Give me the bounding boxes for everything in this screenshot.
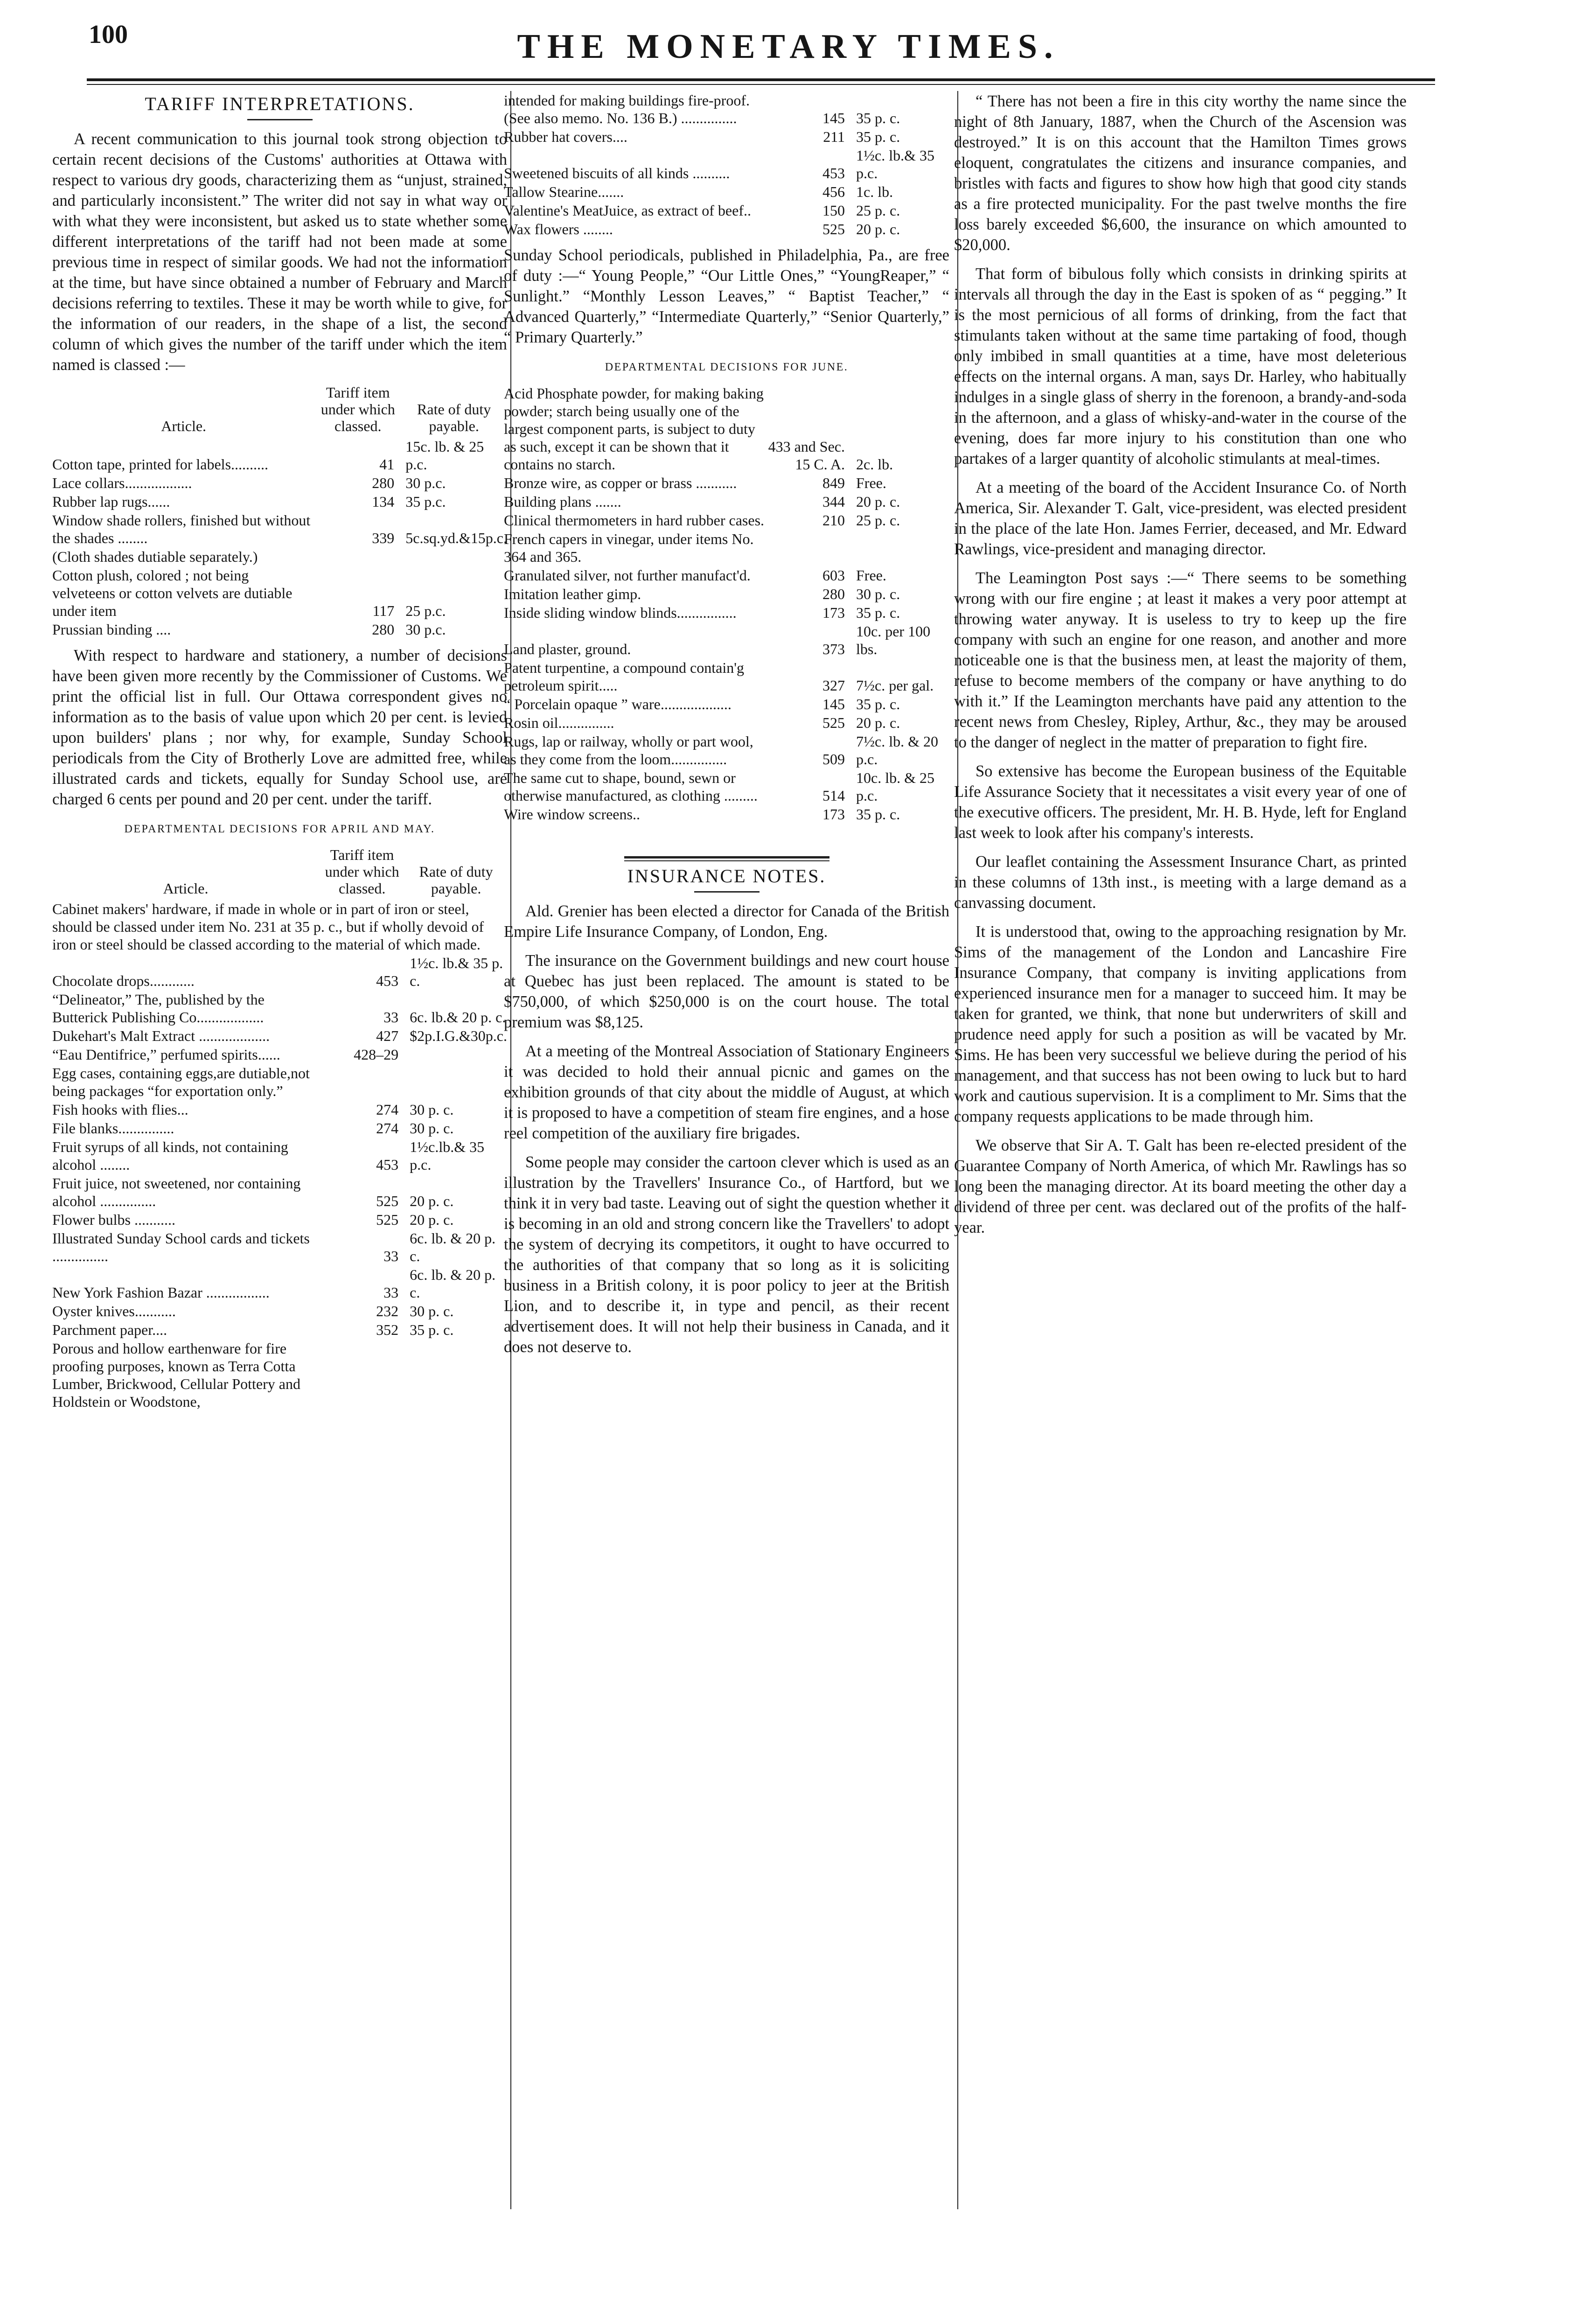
table-header-row [52,846,507,900]
item-cell: 327 [822,677,845,694]
table-row [504,146,949,182]
item-cell: 280 [372,475,395,491]
rate-cell: 20 p. c. [410,1211,454,1228]
item-cell: 525 [822,221,845,237]
item-cell: 280 [822,586,845,602]
table-row [504,182,949,201]
item-cell [766,530,851,566]
rate-cell: Free. [856,567,886,584]
rate-cell: 25 p. c. [856,512,900,529]
article-cell: Porous and hollow earthenware for fire proofing purposes, known as Terra Cotta Lumber, Brickwood, Cellular Pottery and Holdstein or Woodstone, [52,1340,300,1410]
rate-cell: 35 p.c. [405,493,446,510]
title-rule [247,119,313,120]
table-row [504,622,949,658]
rate-cell: $2p.I.G.&30p.c. [410,1027,507,1044]
item-cell: 339 [372,530,395,546]
table-row [504,713,949,732]
table-header-row [52,384,507,437]
article-cell: Lace collars.................. [52,475,192,491]
article-paragraph: “ There has not been a fire in this city worthy the name since the night of 8th January, 1887, when the Church of the Ascension was destroyed.” It is on this account that the Hamilton Times grows eloquent, congratulates the citizens and insurance companies, and bristles with facts and figures to show how high that good city stands as a fire protected municipality. For the past twelve months the fire loss barely exceeded $6,600, the insurance on which amounted to $20,000. [954,92,1407,254]
rate-cell: 35 p. c. [410,1321,454,1338]
table-row [52,566,507,620]
col3-articles [954,91,1407,1238]
april-may-table [52,846,507,1411]
item-cell: 453 [376,972,399,989]
rate-cell: 1½c. lb.& 35 p. c. [410,955,503,989]
item-cell: 603 [822,567,845,584]
item-cell: 373 [822,641,845,657]
textile-decisions-table [52,384,507,639]
rate-cell [405,1064,507,1100]
article-cell: intended for making buildings fire-proof. (See also memo. No. 136 B.) ............... [504,92,750,126]
rate-cell: 30 p. c. [410,1303,454,1319]
article-cell: Sweetened biscuits of all kinds .......... [504,165,730,181]
table-row [52,1064,507,1100]
article-paragraph: Ald. Grenier has been elected a director for Canada of the British Empire Life Insurance Company, of London, Eng. [504,902,949,941]
header-rule [87,78,1435,81]
col-header-rate: Rate of duty payable. [417,401,491,434]
rate-cell: 35 p. c. [856,696,900,712]
item-cell: 433 and Sec. 15 C. A. [768,438,845,473]
rate-cell: 35 p. c. [856,806,900,823]
article-paragraph: The Leamington Post says :—“ There seems to be something wrong with our fire engine ; at least it makes a very poor attempt at throwing water anyway. It is useless to try to keep up the fire company with such an engine for one reason, and another and more noticeable one is that the business men, at least the majority of them, refuse to become members of the company or have anything to do with it.” If the Leamington merchants have paid any attention to the recent news from Chesley, Ripley, Arthur, &c., they may be aroused to the danger of neglect in the matter of preparation to fight fire. [954,569,1407,751]
col-header-item: Tariff item under which classed. [321,384,395,434]
rate-cell: 20 p. c. [410,1193,454,1209]
article-cell: Dukehart's Malt Extract ................... [52,1027,270,1044]
article-paragraph: Some people may consider the cartoon clever which is used as an illustration by the Travellers' Insurance Co., of Hartford, but we think it in very bad taste. Leaving out of sight the question whether it is becoming in an old and strong concern like the Travellers' to adopt the system of decrying its competitors, it ought to have occurred to the authorities of that company that so long as it is soliciting business in a British colony, it is poor policy to jeer at the British Lion, and to describe it, in type and pencil, as their recent advertisement does. It will not help their business in Canada, and it does not deserve to. [504,1153,949,1356]
table-row [52,1045,507,1064]
item-cell: 117 [372,602,395,619]
rate-cell: 2c. lb. [856,456,893,473]
table-row [504,220,949,238]
item-cell: 352 [376,1321,399,1338]
item-cell: 453 [822,165,845,181]
article-cell: Land plaster, ground. [504,641,631,657]
table-row [504,695,949,713]
article-cell: The same cut to shape, bound, sewn or otherwise manufactured, as clothing ......... [504,769,758,804]
table-row [504,384,949,474]
table-row [504,566,949,585]
rate-cell: 1½c. lb.& 35 p.c. [856,147,934,181]
rate-cell: 30 p.c. [405,475,446,491]
col-header-article: Article. [161,418,207,434]
item-cell: 33 [383,1284,399,1301]
article-cell: Tallow Stearine....... [504,183,624,200]
table-row [52,1210,507,1229]
article-cell: Rugs, lap or railway, wholly or part wool, as they come from the loom............... [504,733,753,768]
table-row [52,511,507,547]
rate-cell: 10c. per 100 lbs. [856,623,931,657]
item-cell: 210 [822,512,845,529]
table-row [52,900,507,954]
masthead-title: THE MONETARY TIMES. [517,28,1060,66]
table-row [504,732,949,768]
article-paragraph: Our leaflet containing the Assessment Insurance Chart, as printed in these columns of 13th inst., is meeting with a large demand as a canvassing document. [954,853,1407,912]
april-may-title: DEPARTMENTAL DECISIONS FOR APRIL AND MAY. [124,823,435,835]
article-paragraph: At a meeting of the board of the Accident Insurance Co. of North America, Sir. Alexander T. Galt, vice-president, was elected president in the place of the late Hon. James Ferrier, deceased, and Mr. Edward Rawlings, vice-president and managing director. [954,479,1407,558]
rate-cell: 6c. lb. & 20 p. c. [410,1266,496,1301]
table-row [52,474,507,492]
june-decisions-table [504,384,949,824]
article-cell: Inside sliding window blinds................ [504,604,737,621]
item-cell [315,547,401,566]
table-row [52,1302,507,1320]
rate-cell: 30 p. c. [410,1120,454,1137]
column-3 [954,91,1407,2284]
table-row [52,492,507,511]
item-cell: 145 [822,696,845,712]
table-row [52,1138,507,1174]
hardware-paragraph: With respect to hardware and stationery, a number of decisions have been given more recently by the Commissioner of Customs. We print the official list in full. Our Ottawa correspondent gives no information as to the basis of value upon which 20 per cent. is levied upon builders' plans ; nor why, for example, Sunday School periodicals from the City of Brotherly Love are admitted free, while illustrated cards and tickets, equally for Sunday School use, are charged 6 cents per pound and 20 per cent. under the tariff. [52,647,507,808]
article-cell: “ Porcelain opaque ” ware................... [504,696,732,712]
rate-cell: 30 p. c. [410,1101,454,1118]
section-title-tariff: TARIFF INTERPRETATIONS. [145,93,415,114]
table-row [52,620,507,639]
table-row [504,530,949,566]
article-cell: Bronze wire, as copper or brass ........... [504,475,737,491]
column-1 [52,91,507,2284]
col-header-rate: Rate of duty payable. [419,863,493,897]
article-paragraph: It is understood that, owing to the approaching resignation by Mr. Sims of the management of the London and Lancashire Fire Insurance Company, that company is inviting applications from experienced insurance men for a manager to succeed him. It may be taken for granted, we think, that none but underwriters of skill and prudence need apply for such a position as will be vacated by Mr. Sims. He has been very successful we believe during the period of his management, and that success has not been owing to luck but to hard work and cautious supervision. It is a compliment to Mr. Sims that the company requests applications to be made through him. [954,923,1407,1125]
table-row [504,127,949,146]
article-cell: Acid Phosphate powder, for making baking powder; starch being usually one of the largest component parts, is subject to duty as such, except it can be shown that it contains no starch. [504,385,764,473]
article-cell: “Eau Dentifrice,” perfumed spirits...... [52,1046,280,1063]
table-row [52,1119,507,1138]
item-cell: 509 [822,751,845,768]
table-row [504,492,949,511]
table-row [52,1229,507,1265]
table-row [504,585,949,603]
page-number: 100 [89,20,128,49]
article-cell: Rubber lap rugs...... [52,493,170,510]
rate-cell: 7½c. lb. & 20 p.c. [856,733,938,768]
article-cell: Prussian binding .... [52,621,171,638]
rate-cell: 30 p.c. [405,621,446,638]
article-paragraph: The insurance on the Government buildings and new court house at Quebec has just been replaced. The amount is stated to be $750,000, of which $250,000 is on the court house. The total premium was $8,125. [504,952,949,1031]
rate-cell: 1c. lb. [856,183,893,200]
article-cell: Building plans ....... [504,493,621,510]
rate-cell: 20 p. c. [856,714,900,731]
item-cell: 274 [376,1101,399,1118]
article-cell: Oyster knives........... [52,1303,176,1319]
item-cell: 428–29 [354,1046,399,1063]
section-title-insurance: INSURANCE NOTES. [627,865,826,886]
article-cell: File blanks............... [52,1120,174,1137]
rate-cell: 6c. lb. & 20 p. c. [410,1230,496,1264]
table-row [504,805,949,824]
article-cell: New York Fashion Bazar ................. [52,1284,270,1301]
article-cell: Rubber hat covers.... [504,128,627,145]
article-cell: Patent turpentine, a compound contain'g petroleum spirit..... [504,659,744,694]
item-cell: 280 [372,621,395,638]
article-cell: Cotton plush, colored ; not being velveteens or cotton velvets are dutiable under item [52,567,293,619]
rate-cell: 35 p. c. [856,128,900,145]
rate-cell: 10c. lb. & 25 p.c. [856,769,934,804]
article-cell: Rosin oil............... [504,714,614,731]
article-cell: Granulated silver, not further manufact'd. [504,567,751,584]
item-cell: 145 [822,110,845,126]
article-cell: Illustrated Sunday School cards and tickets ............... [52,1230,310,1264]
table-row [504,768,949,805]
rate-cell: 7½c. per gal. [856,677,934,694]
article-cell: Wire window screens.. [504,806,640,823]
article-cell: Clinical thermometers in hard rubber cases. [504,512,765,529]
article-cell: Fruit syrups of all kinds, not containing alcohol ........ [52,1138,288,1173]
section-divider [624,856,829,861]
april-may-continued-table [504,91,949,238]
item-cell: 41 [379,456,395,473]
rate-cell: 25 p.c. [405,602,446,619]
item-cell: 525 [376,1193,399,1209]
article-cell: French capers in vinegar, under items No. 364 and 365. [504,530,754,565]
article-cell: Imitation leather gimp. [504,586,641,602]
item-cell: 525 [822,714,845,731]
item-cell: 456 [822,183,845,200]
col-header-article: Article. [163,880,209,897]
table-row [504,201,949,220]
table-row [504,474,949,492]
header-rule-thin [87,84,1435,85]
table-row [504,511,949,530]
article-cell: Egg cases, containing eggs,are dutiable,not being packages “for exportation only.” [52,1065,310,1099]
article-paragraph: At a meeting of the Montreal Association of Stationary Engineers it was decided to hold their annual picnic and games on the exhibition grounds of that city about the middle of August, at which it is proposed to have a competition of steam fire engines, and a hose reel competition of the auxiliary fire brigades. [504,1042,949,1142]
article-paragraph: We observe that Sir A. T. Galt has been re-elected president of the Guarantee Company of North America, of which Mr. Rawlings has so long been the managing director. At its board meeting the other day a dividend of three per cent. was declared out of the profits of the half-year. [954,1137,1407,1236]
item-cell: 525 [376,1211,399,1228]
item-cell: 453 [376,1156,399,1173]
article-paragraph: That form of bibulous folly which consists in drinking spirits at intervals all through the day in the East is spoken of as “ pegging.” It is the most pernicious of all forms of drinking, from the fact that stimulants taken without at the same time partaking of food, though only imbibed in small quantities at a time, have most deleterious effects on the internal organs. A man, says Dr. Harley, who habitually indulges in a single glass of sherry in the forenoon, a brandy-and-soda in the afternoon, and a glass of whisky-and-water in the course of the evening, does far more injury to his constitution than one who partakes of a larger quantity of alcoholic stimulants at meal-times. [954,265,1407,468]
rate-cell: 20 p. c. [856,493,900,510]
rate-cell: 35 p. c. [856,110,900,126]
article-cell: Fruit juice, not sweetened, nor containing alcohol ............... [52,1175,301,1209]
item-cell: 173 [822,806,845,823]
item-cell [319,1064,405,1100]
article-cell: Flower bulbs ........... [52,1211,175,1228]
item-cell: 514 [822,787,845,804]
col-header-item: Tariff item under which classed. [325,846,399,897]
table-row [504,91,949,127]
tariff-intro-paragraph: A recent communication to this journal took strong objection to certain recent decisions of the Customs' authorities at Ottawa with respect to various dry goods, characterizing them as “unjust, strained, and particularly inconsistent.” The writer did not say in what way or with what they were inconsistent, but asked us to state whether some different interpretations of the tariff had not been made at some previous time in respect of similar goods. We had not the information at the time, but have since obtained a number of February and March decisions referring to textiles. These it may be worth while to give, for the information of our readers, in the shape of a list, the second column of which gives the number of the tariff under which the item named is classed :— [52,130,507,374]
rate-cell: 25 p. c. [856,202,900,219]
article-cell: Window shade rollers, finished but without the shades ........ [52,512,311,546]
insurance-notes [504,901,949,1357]
item-cell: 33 [383,1248,399,1264]
rate-cell [851,530,949,566]
table-row [52,1026,507,1045]
rate-cell: Free. [856,475,886,491]
item-cell: 134 [372,493,395,510]
article-cell: (Cloth shades dutiable separately.) [52,548,258,565]
table-row [52,437,507,474]
item-cell: 173 [822,604,845,621]
table-row [504,658,949,695]
table-row [52,1265,507,1302]
table-row [52,547,507,566]
june-title: DEPARTMENTAL DECISIONS FOR JUNE. [605,361,849,373]
item-cell: 344 [822,493,845,510]
article-cell: Cotton tape, printed for labels.......... [52,456,269,473]
table-row [52,954,507,990]
table-row [52,1100,507,1119]
rate-cell: 35 p. c. [856,604,900,621]
column-2 [504,91,949,2284]
item-cell: 211 [823,128,845,145]
sunday-school-note: Sunday School periodicals, published in Philadelphia, Pa., are free of duty :—“ Young People,” “Our Little Ones,” “YoungReaper,” “ Sunlight.” “Monthly Lesson Leaves,” “ Baptist Teacher,” “ Advanced Quarterly,” “Intermediate Quarterly,” “Senior Quarterly,” “ Primary Quarterly.” [504,246,949,346]
article-cell: Parchment paper.... [52,1321,167,1338]
rate-cell: 15c. lb. & 25 p.c. [405,438,484,473]
item-cell: 33 [383,1009,399,1026]
table-row [52,1339,507,1411]
article-cell: Chocolate drops............ [52,972,195,989]
cabinet-hardware-note: Cabinet makers' hardware, if made in whole or in part of iron or steel, should be classed under item No. 231 at 35 p. c., but if wholly devoid of iron or steel should be classed according to the material of which made. [52,900,484,953]
item-cell: 232 [376,1303,399,1319]
rate-cell: 30 p. c. [856,586,900,602]
rate-cell: 5c.sq.yd.&15p.c. [405,530,507,546]
rate-cell [405,1045,507,1064]
rate-cell [405,1339,507,1411]
table-row [52,1320,507,1339]
rate-cell: 20 p. c. [856,221,900,237]
item-cell: 427 [376,1027,399,1044]
item-cell: 849 [822,475,845,491]
table-row [504,603,949,622]
table-row [52,990,507,1026]
rate-cell [401,547,507,566]
rate-cell: 6c. lb.& 20 p. c. [410,1009,506,1026]
article-cell: “Delineator,” The, published by the Butterick Publishing Co.................. [52,991,265,1026]
rate-cell: 1½c.lb.& 35 p.c. [410,1138,485,1173]
item-cell: 274 [376,1120,399,1137]
article-paragraph: So extensive has become the European business of the Equitable Life Assurance Society that it necessitates a visit every year of one of the executive officers. The president, Mr. H. B. Hyde, left for England last week to look after his company's interests. [954,762,1407,842]
item-cell [319,1339,405,1411]
article-cell: Wax flowers ........ [504,221,613,237]
article-cell: Fish hooks with flies... [52,1101,188,1118]
article-cell: Valentine's MeatJuice, as extract of beef.. [504,202,751,219]
table-row [52,1174,507,1210]
title-rule [694,891,760,893]
item-cell: 150 [822,202,845,219]
